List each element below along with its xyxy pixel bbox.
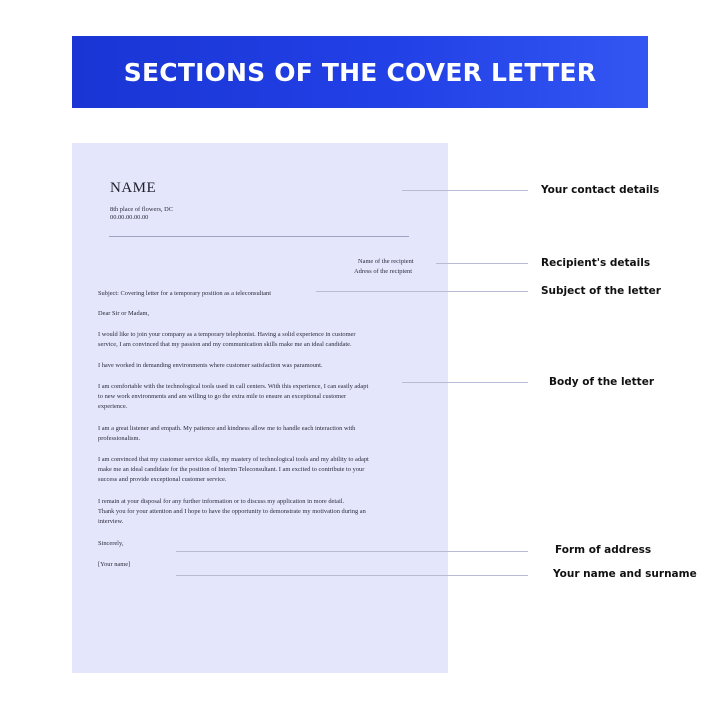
label-form-of-address: Form of address — [555, 544, 652, 556]
letter-subject: Subject: Covering letter for a temporary position as a teleconsultant — [98, 290, 272, 297]
form-connector — [176, 551, 528, 552]
header-divider — [109, 236, 409, 237]
cover-letter-sheet — [72, 143, 448, 673]
body-line: I remain at your disposal for any further information or to discuss my application in more detail. — [98, 498, 345, 505]
body-line: to new work environments and am willing to go the extra mile to ensure an exceptional customer — [98, 393, 347, 400]
body-line: I have worked in demanding environments where customer satisfaction was paramount. — [98, 362, 323, 369]
letter-closing: Sincerely, — [98, 540, 124, 547]
recipient-connector — [436, 263, 528, 264]
body-line: I am a great listener and empath. My patience and kindness allow me to handle each interaction with — [98, 425, 356, 432]
body-line: I would like to join your company as a temporary telephonist. Having a solid experience in customer — [98, 331, 356, 338]
subject-connector — [316, 291, 528, 292]
body-line: make me an ideal candidate for the position of Interim Teleconsultant. I am excited to contribute to your — [98, 466, 365, 473]
body-line: experience. — [98, 403, 128, 410]
letter-signature: [Your name] — [98, 561, 131, 568]
letter-greeting: Dear Sir or Madam, — [98, 310, 150, 317]
letter-address: 8th place of flowers, DC — [110, 206, 174, 213]
label-recipient-details: Recipient's details — [541, 257, 651, 269]
body-line: success and provide exceptional customer service. — [98, 476, 227, 483]
name-connector — [176, 575, 528, 576]
body-line: I am comfortable with the technological tools used in call centers. With this experience, I can easily adapt — [98, 383, 369, 390]
body-connector — [402, 382, 528, 383]
body-line: professionalism. — [98, 435, 141, 442]
recipient-name: Name of the recipient — [358, 258, 414, 265]
letter-phone: 00.00.00.00.00 — [110, 214, 149, 221]
label-contact-details: Your contact details — [541, 184, 660, 196]
banner-title: SECTIONS OF THE COVER LETTER — [123, 57, 597, 87]
label-subject: Subject of the letter — [541, 285, 661, 297]
body-line: Thank you for your attention and I hope to have the opportunity to demonstrate my motivation during an — [98, 508, 366, 515]
body-line: interview. — [98, 518, 124, 525]
title-banner — [72, 36, 648, 108]
label-name-surname: Your name and surname — [553, 568, 697, 580]
body-line: service, I am convinced that my passion and my communication skills make me an ideal candidate. — [98, 341, 352, 348]
label-body: Body of the letter — [549, 376, 654, 388]
body-line: I am convinced that my customer service skills, my mastery of technological tools and my ability to adapt — [98, 456, 369, 463]
contact-connector — [402, 190, 528, 191]
recipient-address: Adress of the recipient — [354, 268, 413, 275]
letter-name: NAME — [110, 180, 157, 196]
